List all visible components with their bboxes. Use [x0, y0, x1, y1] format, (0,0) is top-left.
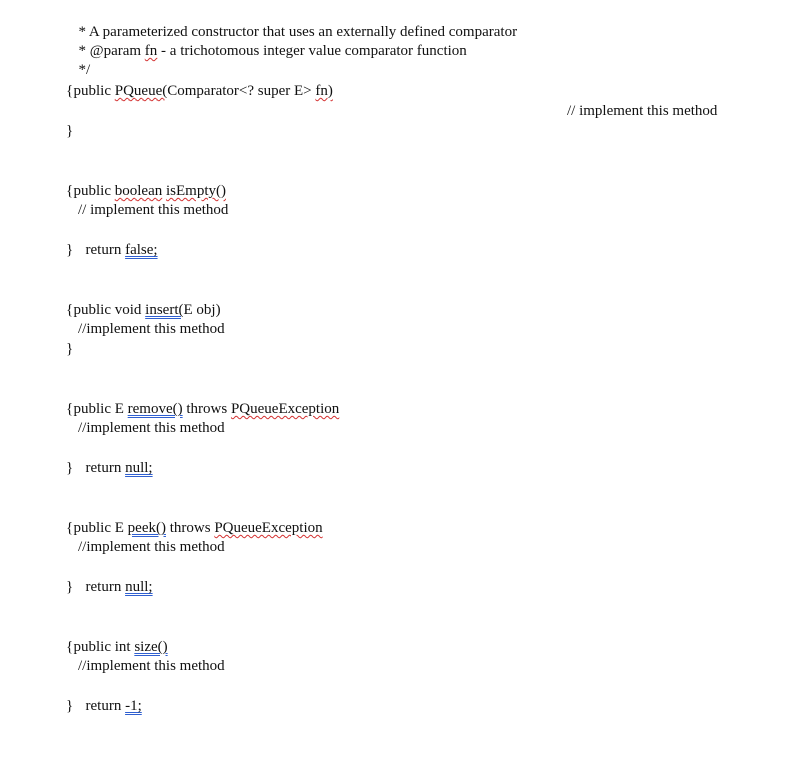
remove-modifier: public E	[73, 401, 128, 417]
constructor-modifier: public	[73, 83, 115, 99]
doc-comment-line-2	[71, 21, 467, 59]
size-comment: //implement this method	[78, 658, 225, 674]
peek-open-brace: {	[66, 520, 74, 536]
size-return-value: -1;	[125, 698, 142, 714]
doc-comment-line-3	[71, 40, 91, 78]
peek-signature	[66, 498, 323, 536]
size-return-line	[78, 676, 142, 714]
remove-open-brace: {	[66, 401, 74, 417]
remove-signature	[66, 379, 340, 417]
size-name: size()	[134, 639, 168, 655]
isempty-return-keyword: return	[85, 242, 126, 258]
peek-return-line	[78, 557, 153, 595]
peek-name: peek()	[127, 520, 166, 536]
peek-close-brace: }	[66, 579, 74, 595]
isempty-return-value: false;	[125, 242, 158, 258]
insert-param: E obj)	[183, 302, 221, 318]
remove-name: remove()	[127, 401, 183, 417]
peek-throws: throws	[165, 520, 215, 536]
constructor-name: PQueue(	[114, 83, 168, 99]
insert-name: insert(	[145, 302, 184, 318]
doc-comment-text: * A parameterized constructor that uses an externally defined comparator	[78, 24, 518, 40]
peek-exception: PQueueException	[214, 520, 323, 536]
insert-close-brace: }	[66, 341, 74, 357]
insert-signature	[66, 280, 221, 318]
isempty-return-type: boolean	[114, 183, 163, 199]
doc-comment-param-prefix: * @param	[78, 43, 145, 59]
remove-throws: throws	[182, 401, 231, 417]
remove-comment: //implement this method	[78, 420, 225, 436]
size-close-brace: }	[66, 698, 74, 714]
isempty-open-brace: {	[66, 183, 74, 199]
insert-comment: //implement this method	[78, 321, 225, 337]
remove-return-value: null;	[125, 460, 153, 476]
isempty-close-brace: }	[66, 242, 74, 258]
remove-return-keyword: return	[85, 460, 126, 476]
constructor-signature	[66, 61, 333, 99]
size-modifier: public int	[73, 639, 135, 655]
isempty-signature	[66, 161, 226, 199]
constructor-comment: // implement this method	[567, 103, 718, 119]
peek-return-value: null;	[125, 579, 153, 595]
remove-close-brace: }	[66, 460, 74, 476]
isempty-name: isEmpty()	[165, 183, 226, 199]
constructor-open-brace: {	[66, 83, 74, 99]
peek-comment: //implement this method	[78, 539, 225, 555]
doc-comment-line-1	[71, 2, 518, 40]
peek-modifier: public E	[73, 520, 128, 536]
remove-return-line	[78, 438, 153, 476]
isempty-return-line	[78, 220, 158, 258]
peek-return-keyword: return	[85, 579, 126, 595]
doc-comment-end: */	[78, 62, 91, 78]
constructor-param-name: fn)	[315, 83, 333, 99]
size-open-brace: {	[66, 639, 74, 655]
constructor-param-type: Comparator<? super E>	[167, 83, 316, 99]
doc-comment-param-name: fn	[144, 43, 158, 59]
doc-comment-param-desc: - a trichotomous integer value comparator function	[157, 43, 467, 59]
isempty-modifier: public	[73, 183, 115, 199]
isempty-comment: // implement this method	[78, 202, 229, 218]
remove-exception: PQueueException	[230, 401, 340, 417]
size-signature	[66, 617, 168, 655]
insert-open-brace: {	[66, 302, 74, 318]
constructor-close-brace: }	[66, 123, 74, 139]
insert-modifier: public void	[73, 302, 146, 318]
size-return-keyword: return	[85, 698, 126, 714]
